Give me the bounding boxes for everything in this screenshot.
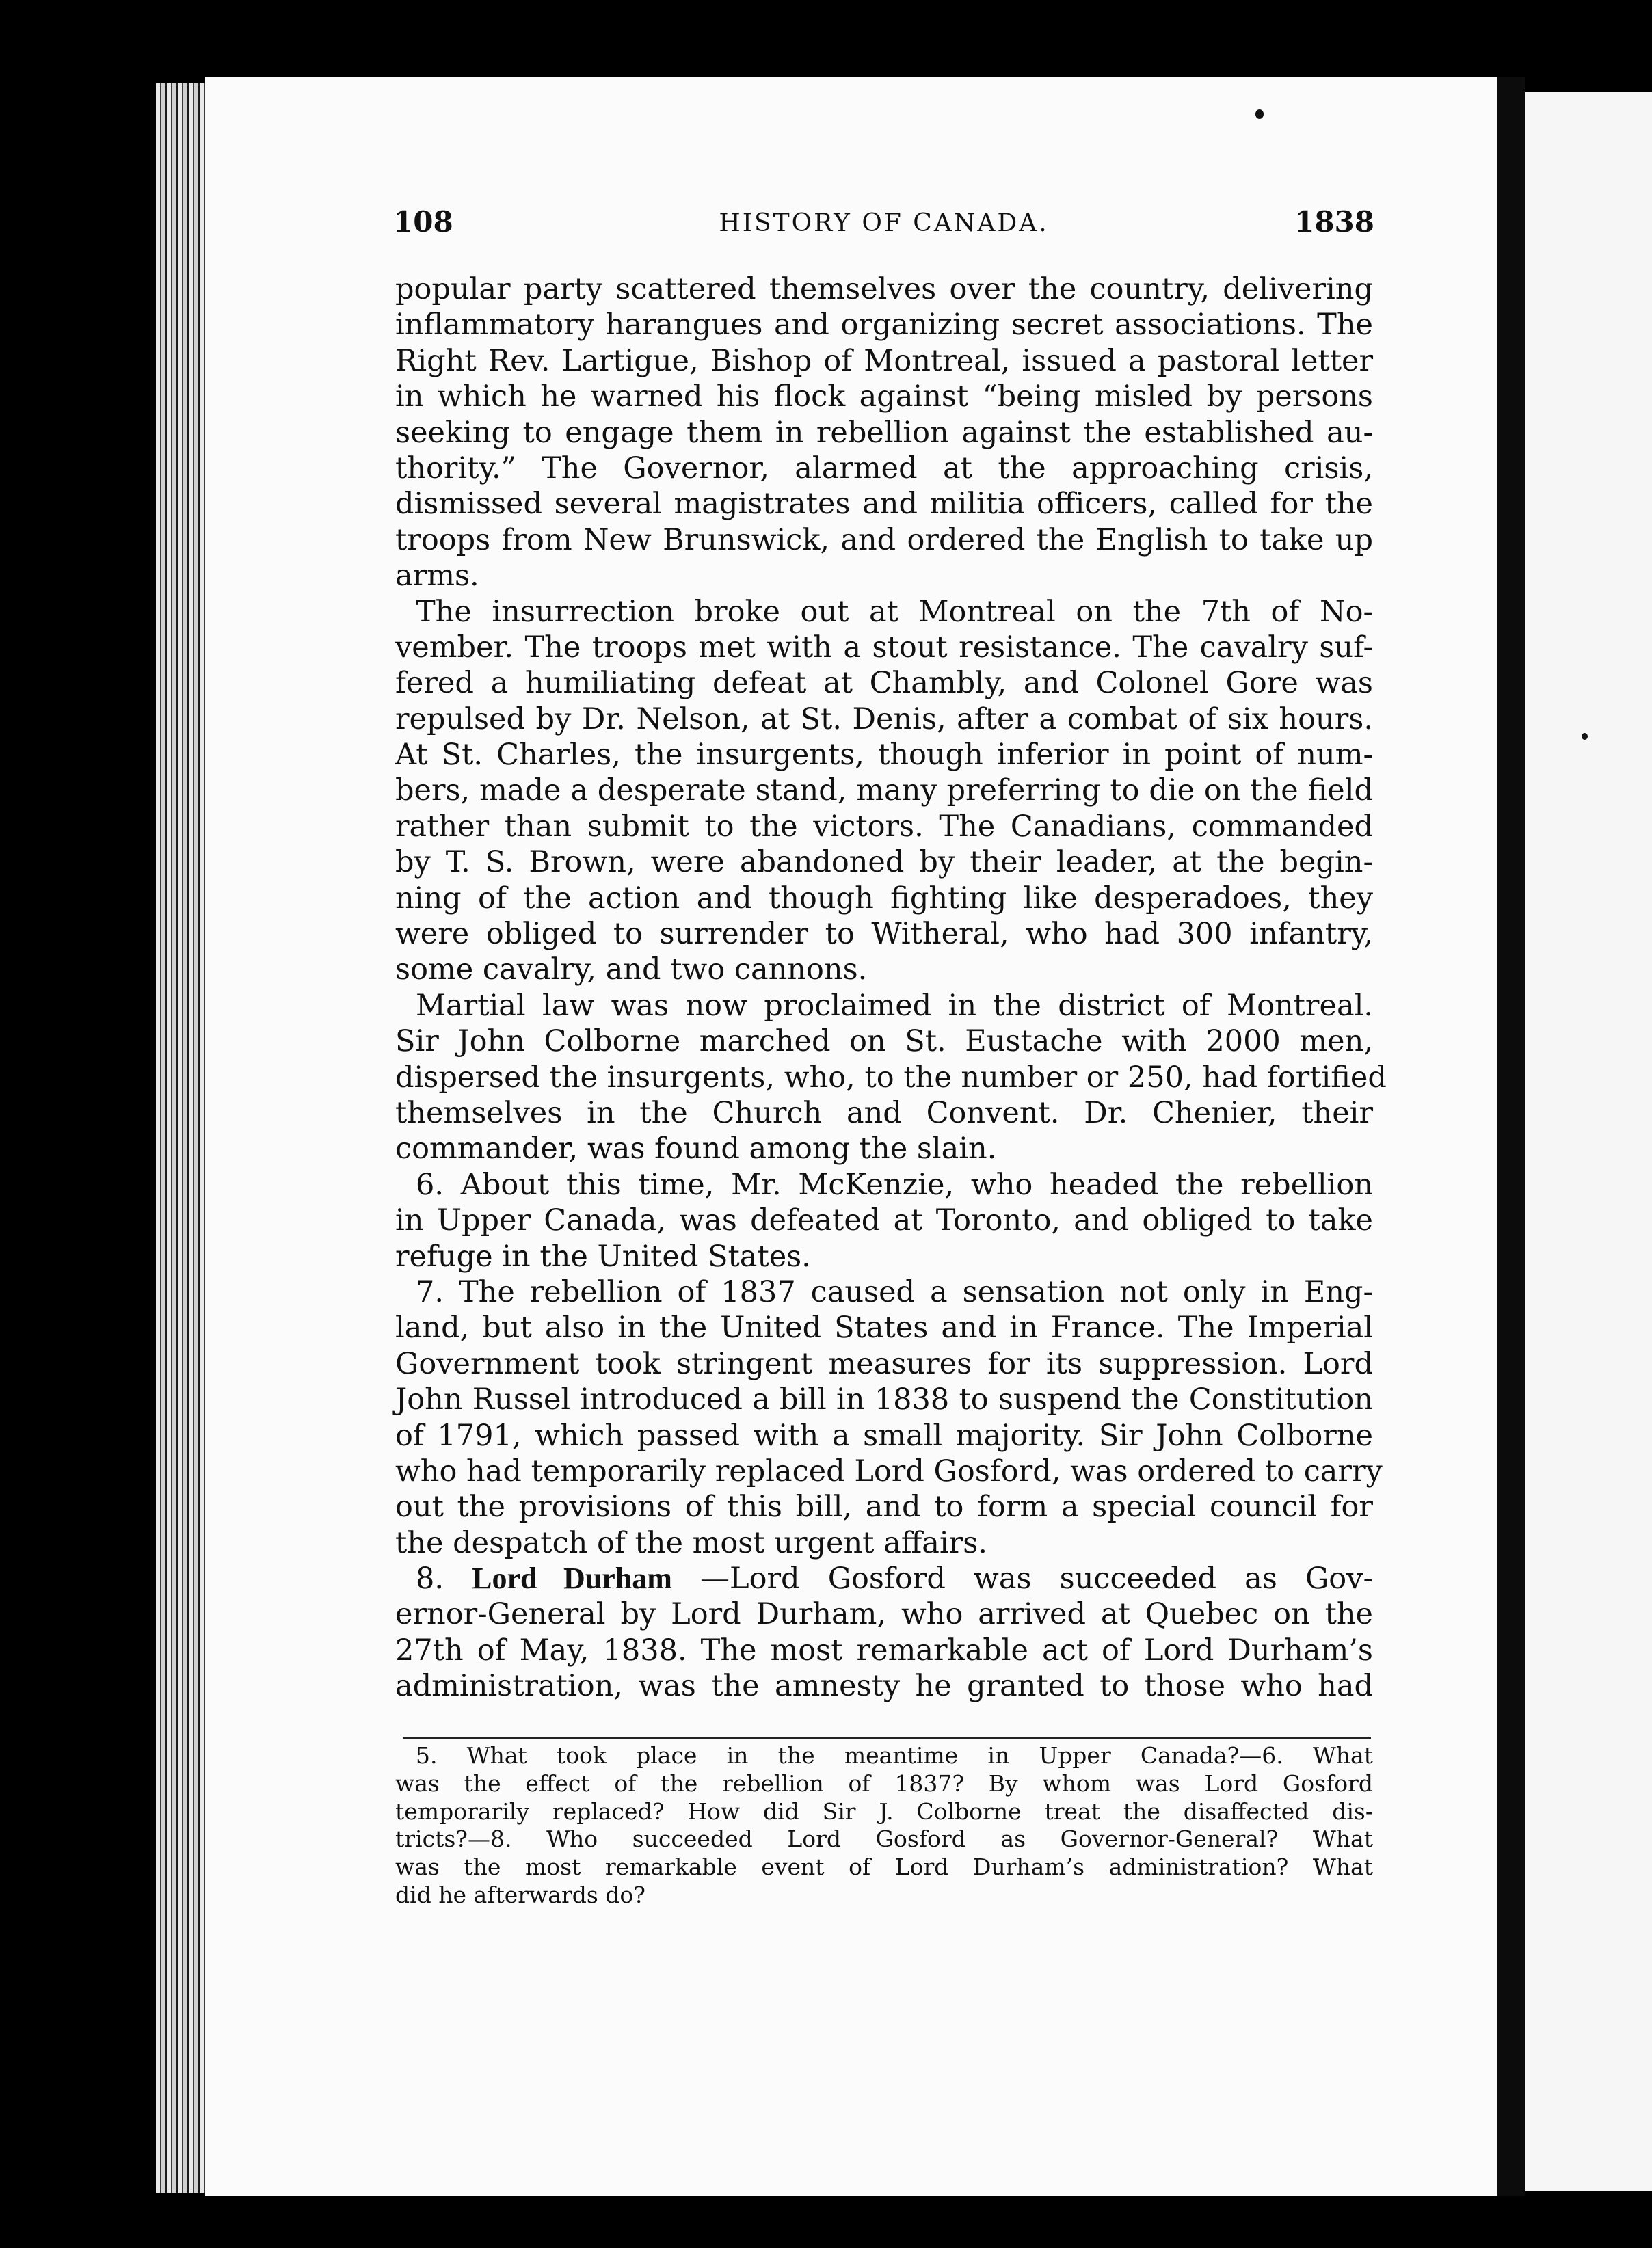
text-line: were obliged to surrender to Witheral, who had 300 infantry, (395, 917, 1373, 952)
text-line: The insurrection broke out at Montreal on the 7th of No- (416, 594, 1373, 629)
page-edge-stack (156, 83, 211, 2193)
footnote-line: was the effect of the rebellion of 1837? By whom was Lord Gosford (395, 1769, 1373, 1797)
text-line: Martial law was now proclaimed in the district of Montreal. (416, 988, 1373, 1023)
text-line: by T. S. Brown, were abandoned by their leader, at the begin- (395, 845, 1373, 880)
header-year: 1838 (1294, 205, 1374, 239)
text-line: inflammatory harangues and organizing secret associations. The (395, 308, 1373, 343)
text-line: out the provisions of this bill, and to form a special council for (395, 1490, 1373, 1525)
footnote-questions (395, 1742, 1373, 1910)
text-line: bers, made a desperate stand, many preferring to die on the field (395, 773, 1373, 808)
text-line: Sir John Colborne marched on St. Eustache with 2000 men, (395, 1024, 1373, 1059)
ink-speck (1582, 733, 1588, 740)
text-line: some cavalry, and two cannons. (395, 952, 868, 987)
text-line: the despatch of the most urgent affairs. (395, 1525, 987, 1560)
text-line: John Russel introduced a bill in 1838 to suspend the Constitution (395, 1382, 1373, 1417)
text-line: Government took stringent measures for its suppression. Lord (395, 1346, 1373, 1381)
text-line: popular party scattered themselves over the country, delivering (395, 272, 1373, 306)
text-line: land, but also in the United States and in France. The Imperial (395, 1311, 1373, 1346)
footnote-line: 5. What took place in the meantime in Upper Canada?—6. What (416, 1742, 1373, 1769)
body-text (395, 271, 1387, 1704)
ink-speck (1255, 109, 1264, 119)
text-line: seeking to engage them in rebellion against the established au- (395, 415, 1373, 450)
text-line: 6. About this time, Mr. McKenzie, who headed the rebellion (416, 1167, 1373, 1202)
text-line: fered a humiliating defeat at Chambly, and Colonel Gore was (395, 666, 1373, 701)
text-line: in Upper Canada, was defeated at Toronto, and obliged to take (395, 1203, 1373, 1238)
text-line: ernor-General by Lord Durham, who arrived at Quebec on the (395, 1597, 1373, 1632)
footnote-rule (403, 1737, 1371, 1739)
text-line: ning of the action and though fighting like desperadoes, they (395, 881, 1373, 915)
text-line: dispersed the insurgents, who, to the number or 250, had fortified (395, 1060, 1387, 1095)
running-header (393, 205, 1374, 253)
footnote-line: was the most remarkable event of Lord Durham’s administration? What (395, 1854, 1373, 1881)
text-line: refuge in the United States. (395, 1239, 811, 1274)
text-line: 7. The rebellion of 1837 caused a sensation not only in Eng- (416, 1274, 1373, 1309)
text-line: in which he warned his flock against “being misled by persons (395, 379, 1373, 414)
text-line: vember. The troops met with a stout resistance. The cavalry suf- (395, 630, 1373, 665)
text-line: arms. (395, 559, 479, 593)
text-line: repulsed by Dr. Nelson, at St. Denis, after a combat of six hours. (395, 701, 1373, 736)
facing-page-edge (1525, 92, 1652, 2191)
footnote-line: tricts?—8. Who succeeded Lord Gosford as Governor-General? What (395, 1825, 1373, 1853)
text-line: commander, was found among the slain. (395, 1132, 997, 1166)
running-title: HISTORY OF CANADA. (719, 209, 1049, 237)
text-line: 27th of May, 1838. The most remarkable act of Lord Durham’s (395, 1633, 1373, 1668)
text-line: dismissed several magistrates and militia officers, called for the (395, 487, 1373, 522)
section-number: 8. (416, 1562, 444, 1596)
book-gutter (1497, 77, 1525, 2196)
text-line: troops from New Brunswick, and ordered the English to take up (395, 522, 1373, 557)
text-line: At St. Charles, the insurgents, though inferior in point of num- (395, 738, 1373, 773)
text-line: administration, was the amnesty he granted to those who had (395, 1669, 1373, 1704)
section-heading: Lord Durham (472, 1562, 672, 1596)
text-line: who had temporarily replaced Lord Gosford, was ordered to carry (395, 1454, 1383, 1488)
footnote-line: did he afterwards do? (395, 1881, 645, 1908)
text-line: rather than submit to the victors. The Canadians, commanded (395, 809, 1373, 844)
text-line: Right Rev. Lartigue, Bishop of Montreal, issued a pastoral letter (395, 343, 1373, 378)
page-number: 108 (393, 205, 453, 239)
section-heading-line (395, 1561, 1373, 1596)
text-line: thority.” The Governor, alarmed at the approaching crisis, (395, 451, 1373, 485)
footnote-line: temporarily replaced? How did Sir J. Colborne treat the disaffected dis- (395, 1797, 1373, 1825)
text-line: themselves in the Church and Convent. Dr. Chenier, their (395, 1095, 1373, 1130)
text-line: of 1791, which passed with a small majority. Sir John Colborne (395, 1418, 1373, 1453)
section-heading-rest: —Lord Gosford was succeeded as Gov- (700, 1562, 1374, 1596)
